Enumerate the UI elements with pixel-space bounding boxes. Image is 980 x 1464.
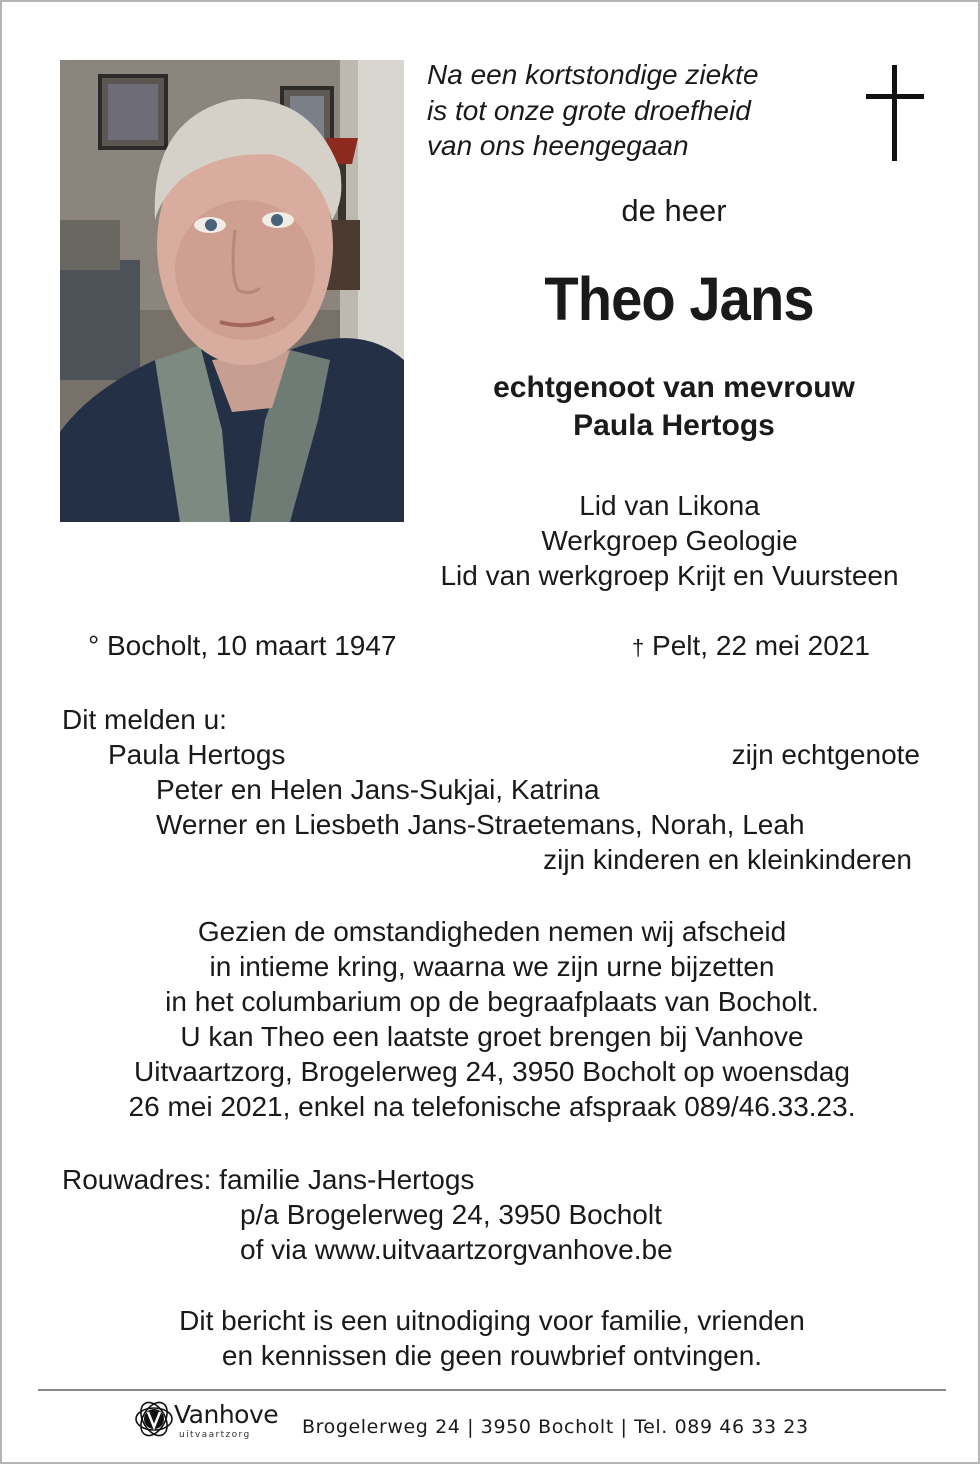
birth-date: ° Bocholt, 10 maart 1947 <box>88 630 397 661</box>
footer-contact: Brogelerweg 24 | 3950 Bocholt | Tel. 089 46 33 23 <box>302 1416 809 1438</box>
spouse-block <box>442 369 906 445</box>
honorific: de heer <box>621 193 727 228</box>
farewell-line: in het columbarium op de begraafplaats van Bocholt. <box>165 986 819 1017</box>
announce-spouse-name: Paula Hertogs <box>108 739 286 770</box>
announce-spouse-role: zijn echtgenote <box>731 739 920 770</box>
logo-subtitle: uitvaartzorg <box>179 1430 251 1440</box>
membership-line: Lid van Likona <box>579 490 760 521</box>
death-date <box>632 630 870 662</box>
portrait-photo <box>60 60 404 522</box>
invitation-line: en kennissen die geen rouwbrief ontvingen. <box>221 1340 763 1371</box>
spouse-line: Paula Hertogs <box>573 409 775 442</box>
address-line: p/a Brogelerweg 24, 3950 Bocholt <box>240 1199 662 1230</box>
death-text: Pelt, 22 mei 2021 <box>644 630 870 661</box>
address-website: of via www.uitvaartzorgvanhove.be <box>240 1234 673 1265</box>
footer-divider <box>38 1389 946 1391</box>
intro-line: is tot onze grote droefheid <box>427 94 751 126</box>
death-cross-icon: † <box>632 635 645 660</box>
farewell-line: 26 mei 2021, enkel na telefonische afspraak 089/46.33.23. <box>128 1091 856 1122</box>
logo-wordmark: Vanhove <box>174 1400 279 1429</box>
farewell-paragraph <box>42 914 942 1124</box>
farewell-line: Gezien de omstandigheden nemen wij afscheid <box>197 916 787 947</box>
farewell-line: U kan Theo een laatste groet brengen bij Vanhove <box>180 1021 804 1052</box>
announce-heading: Dit melden u: <box>62 704 227 735</box>
farewell-line: in intieme kring, waarna we zijn urne bijzetten <box>209 951 775 982</box>
farewell-line: Uitvaartzorg, Brogelerweg 24, 3950 Bocholt op woensdag <box>134 1056 850 1087</box>
intro-line: Na een kortstondige ziekte <box>427 59 759 90</box>
intro-line: van ons heengegaan <box>427 130 689 161</box>
announce-child-line: Peter en Helen Jans-Sukjai, Katrina <box>156 774 600 805</box>
membership-line: Lid van werkgroep Krijt en Vuursteen <box>440 560 899 591</box>
invitation-line: Dit bericht is een uitnodiging voor familie, vrienden <box>179 1305 805 1336</box>
membership-line: Werkgroep Geologie <box>541 525 798 556</box>
spouse-line: echtgenoot van mevrouw <box>493 371 855 404</box>
invitation-paragraph <box>42 1303 942 1373</box>
announce-children-role: zijn kinderen en kleinkinderen <box>543 844 912 875</box>
cross-icon <box>866 65 924 161</box>
intro-text <box>427 57 759 164</box>
announce-child-line: Werner en Liesbeth Jans-Straetemans, Norah, Leah <box>156 809 805 840</box>
memberships <box>402 488 937 593</box>
address-label: Rouwadres: familie Jans-Hertogs <box>62 1164 475 1195</box>
deceased-name: Theo Jans <box>544 265 814 333</box>
